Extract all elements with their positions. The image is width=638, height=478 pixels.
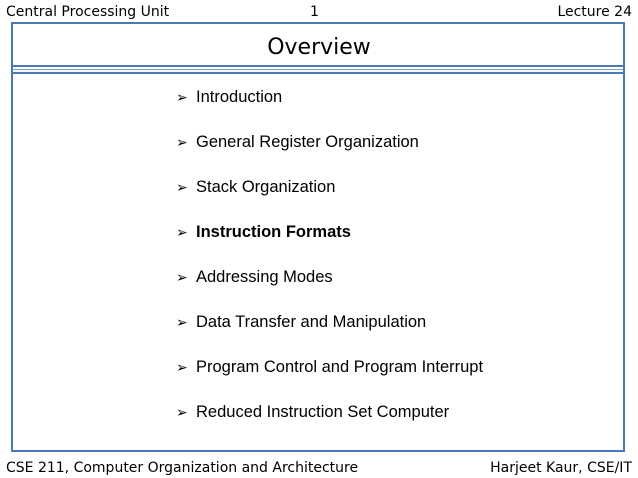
list-item — [176, 401, 483, 446]
list-item — [176, 266, 483, 311]
arrow-bullet-icon: ➢ — [176, 179, 188, 195]
list-item-label: Program Control and Program Interrupt — [196, 358, 484, 376]
list-item — [176, 311, 483, 356]
footer-author: Harjeet Kaur, CSE/IT — [490, 460, 632, 476]
arrow-bullet-icon: ➢ — [176, 314, 188, 330]
list-item — [176, 131, 483, 176]
list-item — [176, 356, 483, 401]
overview-list — [176, 86, 483, 446]
list-item-label: General Register Organization — [196, 133, 419, 151]
list-item-label: Data Transfer and Manipulation — [196, 313, 427, 331]
arrow-bullet-icon: ➢ — [176, 404, 188, 420]
arrow-bullet-icon: ➢ — [176, 269, 188, 285]
title-underline — [13, 65, 623, 67]
list-item-label: Addressing Modes — [196, 268, 333, 286]
arrow-bullet-icon: ➢ — [176, 134, 188, 150]
arrow-bullet-icon: ➢ — [176, 224, 188, 240]
arrow-bullet-icon: ➢ — [176, 89, 188, 105]
title-underline — [13, 69, 623, 70]
list-item-label: Stack Organization — [196, 178, 336, 196]
list-item-label: Instruction Formats — [196, 223, 351, 241]
arrow-bullet-icon: ➢ — [176, 359, 188, 375]
header-lecture-number: Lecture 24 — [557, 4, 632, 20]
header-course-topic: Central Processing Unit — [6, 4, 170, 20]
list-item-label: Introduction — [196, 88, 283, 106]
list-item-label: Reduced Instruction Set Computer — [196, 403, 450, 421]
list-item — [176, 86, 483, 131]
header-page-number: 1 — [310, 4, 319, 20]
footer-course-name: CSE 211, Computer Organization and Architecture — [6, 460, 359, 476]
title-underline — [13, 72, 623, 74]
list-item — [176, 176, 483, 221]
slide-title: Overview — [267, 35, 371, 60]
list-item — [176, 221, 483, 266]
